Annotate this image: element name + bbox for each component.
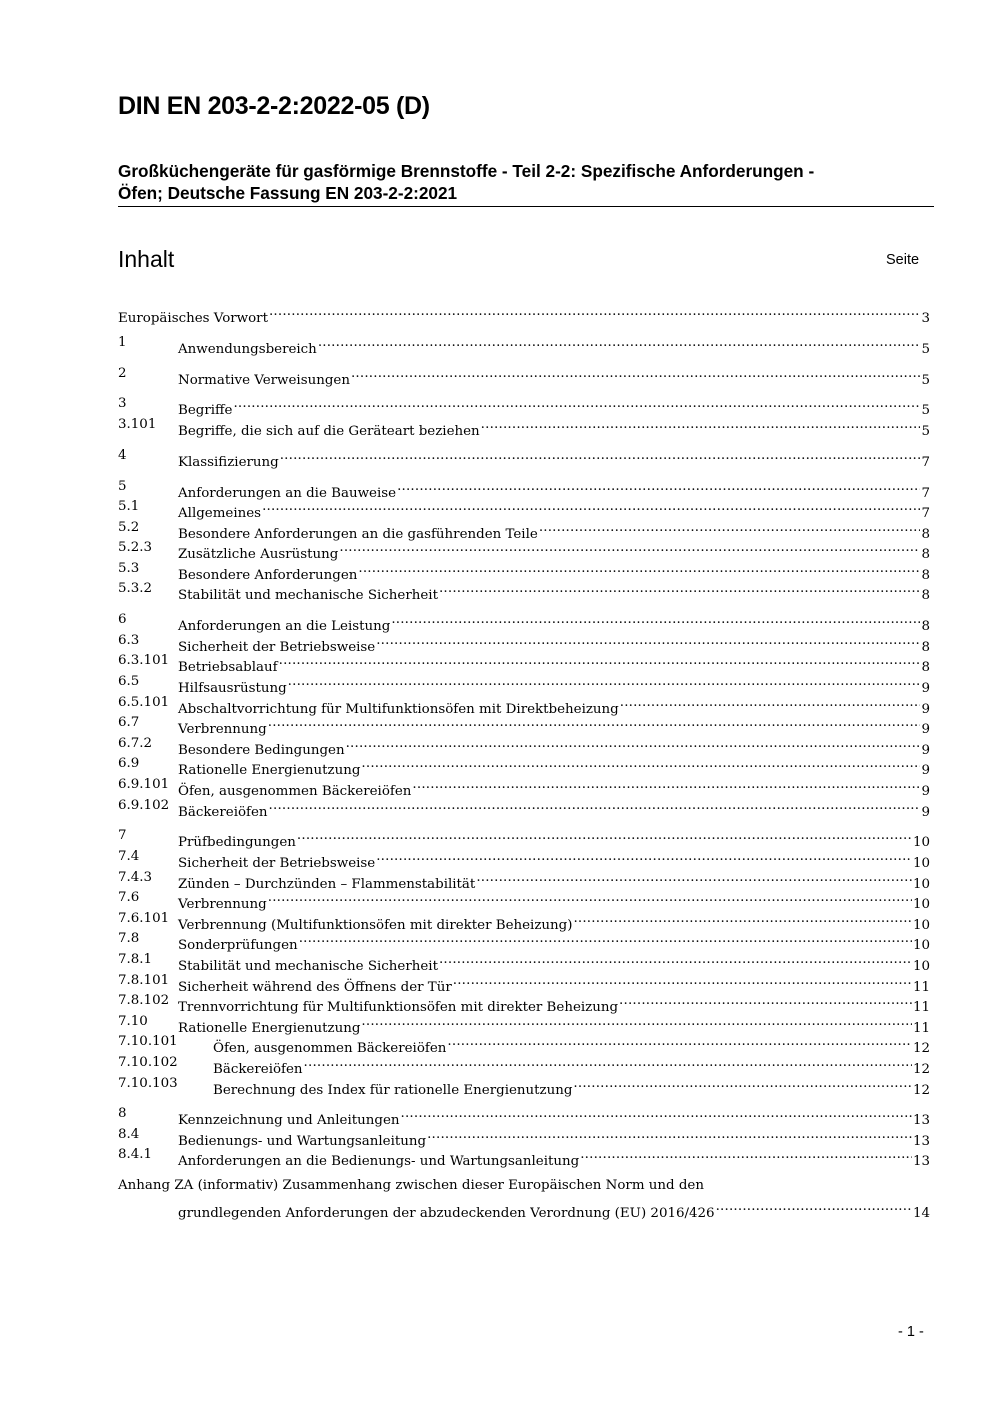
toc-entry[interactable] <box>118 1032 930 1057</box>
toc-entry-page: 13 <box>912 1152 930 1172</box>
toc-dot-leader <box>268 713 921 733</box>
toc-dot-leader <box>573 909 912 929</box>
toc-entry-page: 11 <box>912 1019 930 1039</box>
toc-entry-title: Sicherheit der Betriebsweise <box>178 854 376 874</box>
toc-entry-page: 8 <box>920 638 930 658</box>
toc-entry-number: 7.4.3 <box>118 869 153 885</box>
toc-entry-line <box>178 446 930 473</box>
toc-dot-leader <box>481 415 921 435</box>
toc-dot-leader <box>304 1053 912 1073</box>
toc-entry-title: Europäisches Vorwort <box>118 309 269 329</box>
toc-entry[interactable] <box>118 631 930 655</box>
toc-entry[interactable] <box>118 1053 930 1077</box>
toc-entry-title: Hilfsausrüstung <box>178 679 288 699</box>
toc-entry-number: 7.8 <box>118 931 140 947</box>
toc-dot-leader <box>361 1012 912 1032</box>
toc-entry[interactable] <box>118 888 930 913</box>
toc-entry[interactable] <box>118 826 930 851</box>
toc-dot-leader <box>280 446 921 466</box>
toc-entry-number: 6.9.101 <box>118 777 170 792</box>
toc-entry-number: 7.10.103 <box>118 1075 178 1091</box>
annex-title-line-2-text: grundlegenden Anforderungen der abzudeckenden Verordnung (EU) 2016/426 <box>178 1204 716 1225</box>
toc-entry[interactable] <box>118 559 930 583</box>
toc-entry-number: 8 <box>118 1106 127 1122</box>
toc-entry-title: Kennzeichnung und Anleitungen <box>178 1111 401 1131</box>
toc-entry[interactable] <box>118 1104 930 1129</box>
toc-annex-entry[interactable] <box>118 1176 930 1221</box>
toc-dot-leader <box>376 847 912 867</box>
toc-entry-title: Allgemeines <box>178 504 262 524</box>
toc-dot-leader <box>339 538 920 558</box>
document-title <box>118 160 936 204</box>
toc-entry[interactable] <box>118 796 930 820</box>
toc-entry-page: 9 <box>920 803 930 823</box>
toc-dot-leader <box>262 497 920 517</box>
toc-dot-leader <box>453 971 912 991</box>
toc-dot-leader <box>361 754 920 774</box>
toc-entry-page: 11 <box>912 978 930 998</box>
toc-entry-title: Normative Verweisungen <box>178 371 351 391</box>
toc-entry[interactable] <box>118 518 930 542</box>
toc-dot-leader <box>351 364 921 384</box>
toc-entry-page: 13 <box>912 1111 930 1131</box>
toc-entry-number: 7.8.101 <box>118 972 170 988</box>
toc-entry-page: 7 <box>920 453 930 473</box>
toc-entry-number: 5.3.2 <box>118 581 153 597</box>
toc-entry-number: 6.3 <box>118 632 140 648</box>
toc-entry[interactable] <box>118 991 930 1016</box>
toc-entry-title: Bedienungs- und Wartungsanleitung <box>178 1132 427 1152</box>
toc-entry-title: Bäckereiöfen <box>213 1060 304 1080</box>
toc-entry-page: 5 <box>920 422 930 442</box>
toc-entry[interactable] <box>118 610 930 635</box>
toc-entry-title: Begriffe, die sich auf die Geräteart beziehen <box>178 422 481 442</box>
toc-entry-page: 8 <box>920 566 930 586</box>
toc-entry-title: Öfen, ausgenommen Bäckereiöfen <box>213 1039 447 1059</box>
toc-dot-leader <box>427 1125 912 1145</box>
toc-entry-title: Zünden – Durchzünden – Flammenstabilität <box>178 875 476 895</box>
toc-dot-leader <box>573 1074 912 1094</box>
toc-entry-line <box>178 415 930 442</box>
toc-dot-leader <box>279 651 921 671</box>
toc-entry-title: Berechnung des Index für rationelle Energienutzung <box>213 1081 573 1101</box>
toc-entry-page: 10 <box>912 957 930 977</box>
toc-entry[interactable] <box>118 693 930 717</box>
table-of-contents <box>118 302 930 1221</box>
toc-entry-page: 7 <box>920 484 930 504</box>
toc-entry-page: 3 <box>920 309 930 329</box>
toc-entry-number: 7.6 <box>118 890 140 906</box>
toc-entry-line <box>178 364 930 391</box>
toc-dot-leader <box>233 394 920 414</box>
toc-entry[interactable] <box>118 1125 930 1149</box>
toc-dot-leader <box>716 1197 912 1217</box>
toc-entry[interactable] <box>118 302 930 326</box>
toc-entry-number: 8.4 <box>118 1126 140 1142</box>
toc-entry[interactable] <box>118 1145 930 1170</box>
toc-dot-leader <box>288 672 921 692</box>
toc-dot-leader <box>299 929 912 949</box>
toc-dot-leader <box>401 1104 912 1124</box>
toc-dot-leader <box>297 826 912 846</box>
toc-dot-leader <box>346 734 921 754</box>
toc-dot-leader <box>269 302 921 322</box>
toc-heading: Inhalt <box>118 246 175 272</box>
toc-entry-page: 10 <box>912 895 930 915</box>
toc-entry[interactable] <box>118 909 930 933</box>
page-number: - 1 - <box>898 1324 924 1340</box>
toc-entry-title: Betriebsablauf <box>178 658 279 678</box>
toc-entry-page: 5 <box>920 340 930 360</box>
toc-entry-title: Klassifizierung <box>178 453 280 473</box>
toc-entry-page: 9 <box>920 761 930 781</box>
toc-entry-number: 6.7.2 <box>118 735 153 751</box>
toc-dot-leader <box>412 775 920 795</box>
toc-entry-number: 3 <box>118 396 127 412</box>
toc-entry-line <box>178 333 930 360</box>
toc-entry[interactable] <box>118 415 930 439</box>
toc-entry-page: 12 <box>912 1081 930 1101</box>
toc-dot-leader <box>376 631 920 651</box>
toc-entry-number: 2 <box>118 365 127 381</box>
toc-dot-leader <box>619 991 912 1011</box>
document-title-line-2: Öfen; Deutsche Fassung EN 203-2-2:2021 <box>118 183 458 203</box>
toc-page-column-label: Seite <box>886 252 920 268</box>
toc-entry-title: Bäckereiöfen <box>178 803 269 823</box>
title-divider <box>118 206 934 207</box>
toc-dot-leader <box>358 559 920 579</box>
toc-entry[interactable] <box>118 651 930 676</box>
toc-entry-number: 5.2.3 <box>118 540 153 556</box>
toc-entry[interactable] <box>118 734 930 758</box>
document-id: DIN EN 203-2-2:2022-05 (D) <box>118 92 430 120</box>
toc-entry-number: 7.10 <box>118 1013 148 1029</box>
toc-entry-title: Trennvorrichtung für Multifunktionsöfen mit direkter Beheizung <box>178 998 619 1018</box>
toc-entry-page: 10 <box>912 833 930 853</box>
toc-entry-title: Besondere Anforderungen an die gasführenden Teile <box>178 525 539 545</box>
toc-entry-number: 7.4 <box>118 848 140 864</box>
toc-entry-number: 7.8.1 <box>118 951 153 967</box>
toc-entry-title: Stabilität und mechanische Sicherheit <box>178 586 439 606</box>
toc-entry-page: 8 <box>920 586 930 606</box>
toc-entry-line <box>118 302 930 329</box>
toc-entry-title: Anforderungen an die Leistung <box>178 617 391 637</box>
toc-entry-number: 5.1 <box>118 499 140 515</box>
toc-entry-title: Verbrennung <box>178 720 268 740</box>
toc-entry-page: 8 <box>920 658 930 678</box>
toc-entry-line <box>213 1074 930 1101</box>
toc-entry[interactable] <box>118 713 930 738</box>
toc-entry-page: 12 <box>912 1060 930 1080</box>
toc-entry[interactable] <box>118 847 930 871</box>
toc-entry-number: 4 <box>118 447 127 463</box>
toc-entry[interactable] <box>118 333 930 357</box>
toc-entry-page: 9 <box>920 679 930 699</box>
toc-entry-page: 5 <box>920 371 930 391</box>
toc-entry-number: 8.4.1 <box>118 1147 153 1163</box>
toc-entry-number: 5 <box>118 478 127 494</box>
toc-entry-number: 6.5.101 <box>118 694 170 710</box>
toc-entry-title: Rationelle Energienutzung <box>178 1019 361 1039</box>
toc-dot-leader <box>318 333 921 353</box>
toc-entry-title: Verbrennung <box>178 895 268 915</box>
toc-entry-number: 7.10.101 <box>118 1034 178 1050</box>
toc-entry[interactable] <box>118 394 930 419</box>
toc-entry-title: Besondere Anforderungen <box>178 566 358 586</box>
toc-dot-leader <box>439 950 912 970</box>
toc-entry-number: 6.3.101 <box>118 653 170 669</box>
toc-entry-number: 1 <box>118 334 127 350</box>
toc-entry[interactable] <box>118 1074 930 1098</box>
annex-page-number: 14 <box>912 1204 930 1225</box>
toc-entry-title: Sicherheit der Betriebsweise <box>178 638 376 658</box>
toc-entry-page: 9 <box>920 700 930 720</box>
toc-dot-leader <box>391 610 920 630</box>
toc-entry-page: 10 <box>912 916 930 936</box>
toc-entry-title: Stabilität und mechanische Sicherheit <box>178 957 439 977</box>
toc-entry-title: Begriffe <box>178 401 233 421</box>
toc-entry-number: 7.6.101 <box>118 910 170 926</box>
toc-entry-title: Besondere Bedingungen <box>178 741 346 761</box>
toc-entry[interactable] <box>118 364 930 388</box>
toc-entry-title: Abschaltvorrichtung für Multifunktionsöfen mit Direktbeheizung <box>178 700 620 720</box>
toc-entry-page: 11 <box>912 998 930 1018</box>
toc-entry[interactable] <box>118 446 930 470</box>
toc-entry-page: 10 <box>912 875 930 895</box>
annex-title-line-1: Anhang ZA (informativ) Zusammenhang zwischen dieser Europäischen Norm und den <box>118 1178 704 1194</box>
toc-dot-leader <box>439 579 921 599</box>
toc-entry-line <box>178 796 930 823</box>
toc-dot-leader <box>269 796 921 816</box>
toc-entry-number: 3.101 <box>118 416 157 432</box>
toc-entry-title: Sicherheit während des Öffnens der Tür <box>178 978 453 998</box>
toc-entry-page: 9 <box>920 782 930 802</box>
toc-entry-page: 9 <box>920 741 930 761</box>
toc-dot-leader <box>268 888 912 908</box>
toc-entry-number: 6 <box>118 612 127 628</box>
toc-entry-number: 7.8.102 <box>118 993 170 1009</box>
toc-entry-title: Anforderungen an die Bedienungs- und Wartungsanleitung <box>178 1152 580 1172</box>
toc-entry-number: 6.9 <box>118 756 140 772</box>
toc-dot-leader <box>620 693 921 713</box>
toc-entry-number: 5.2 <box>118 519 140 535</box>
toc-entry-page: 8 <box>920 617 930 637</box>
toc-entry[interactable] <box>118 754 930 779</box>
toc-entry[interactable] <box>118 929 930 954</box>
toc-entry[interactable] <box>118 477 930 501</box>
toc-entry-number: 6.9.102 <box>118 797 170 813</box>
toc-entry[interactable] <box>118 497 930 522</box>
toc-entry-number: 7.10.102 <box>118 1054 178 1070</box>
toc-entry-title: Prüfbedingungen <box>178 833 297 853</box>
annex-title-line-2 <box>178 1197 930 1221</box>
toc-entry-line <box>178 1145 930 1172</box>
toc-entry-title: Verbrennung (Multifunktionsöfen mit direkter Beheizung) <box>178 916 573 936</box>
toc-dot-leader <box>539 518 921 538</box>
toc-entry-line <box>178 579 930 606</box>
toc-entry-number: 7 <box>118 828 127 844</box>
toc-entry[interactable] <box>118 971 930 995</box>
toc-entry-title: Öfen, ausgenommen Bäckereiöfen <box>178 782 412 802</box>
toc-entry-page: 12 <box>912 1039 930 1059</box>
toc-entry-title: Anwendungsbereich <box>178 340 318 360</box>
toc-entry-page: 10 <box>912 936 930 956</box>
toc-entry-page: 13 <box>912 1132 930 1152</box>
toc-entry-page: 9 <box>920 720 930 740</box>
toc-entry-title: Zusätzliche Ausrüstung <box>178 545 339 565</box>
toc-entry-page: 5 <box>920 401 930 421</box>
toc-entry-title: Rationelle Energienutzung <box>178 761 361 781</box>
toc-entry[interactable] <box>118 538 930 563</box>
toc-dot-leader <box>397 477 920 497</box>
toc-entry-page: 8 <box>920 545 930 565</box>
toc-entry-title: Anforderungen an die Bauweise <box>178 484 397 504</box>
toc-dot-leader <box>580 1145 912 1165</box>
toc-entry[interactable] <box>118 1012 930 1036</box>
toc-entry[interactable] <box>118 579 930 604</box>
toc-entry-page: 7 <box>920 504 930 524</box>
toc-entry-page: 8 <box>920 525 930 545</box>
toc-dot-leader <box>447 1032 912 1052</box>
toc-entry[interactable] <box>118 950 930 974</box>
toc-entry-title: Sonderprüfungen <box>178 936 299 956</box>
document-title-line-1: Großküchengeräte für gasförmige Brennstoffe - Teil 2-2: Spezifische Anforderungen - <box>118 161 815 181</box>
toc-dot-leader <box>476 868 912 888</box>
toc-entry-number: 6.5 <box>118 674 140 690</box>
toc-entry[interactable] <box>118 775 930 799</box>
toc-entry-page: 10 <box>912 854 930 874</box>
toc-entry-number: 5.3 <box>118 560 140 576</box>
toc-entry-number: 6.7 <box>118 715 140 731</box>
toc-entry[interactable] <box>118 868 930 892</box>
toc-entry[interactable] <box>118 672 930 697</box>
